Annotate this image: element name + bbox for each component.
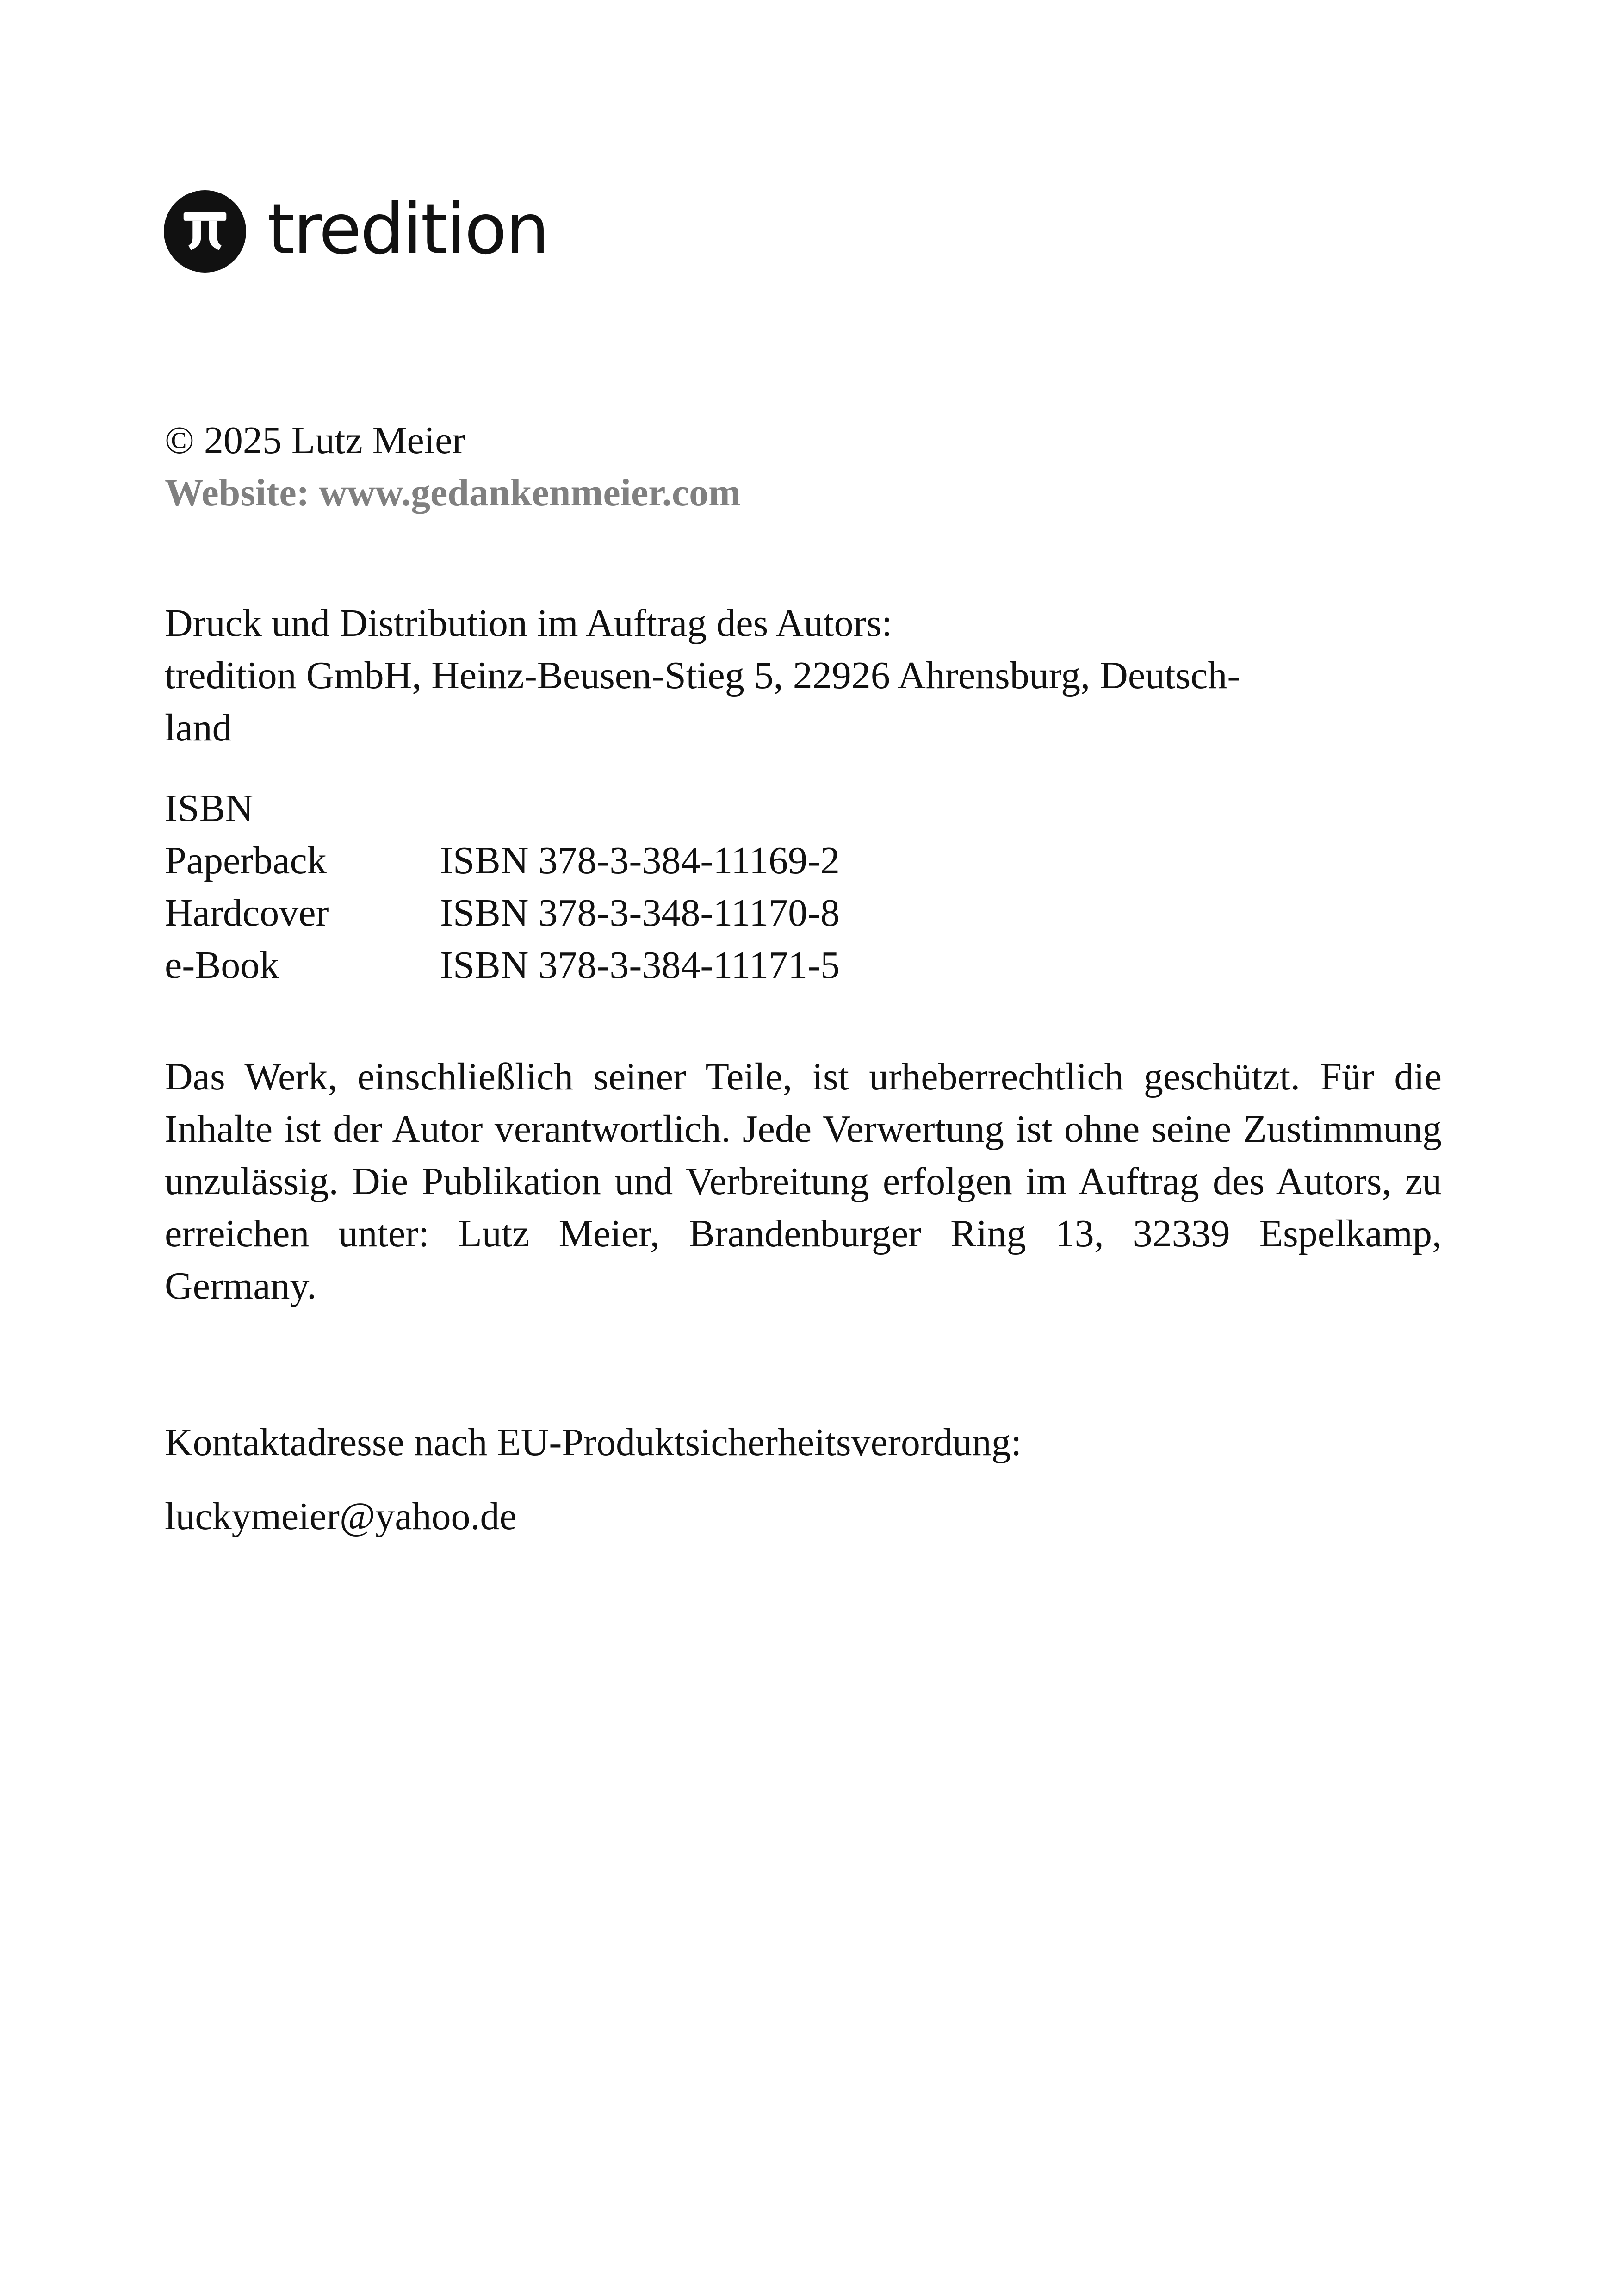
isbn-number: ISBN 378-3-384-11169-2: [440, 839, 840, 882]
isbn-number: ISBN 378-3-348-11170-8: [440, 891, 840, 934]
publisher-logo-text: tredition: [267, 189, 548, 270]
copyright-line: © 2025 Lutz Meier: [165, 419, 465, 462]
isbn-format-label: Paperback: [165, 839, 327, 882]
print-distribution-line-3: land: [165, 706, 232, 749]
isbn-number: ISBN 378-3-384-11171-5: [440, 944, 840, 987]
print-distribution-line-2: tredition GmbH, Heinz-Beusen-Stieg 5, 22926 Ahrensburg, Deutsch-: [165, 654, 1240, 697]
contact-email: luckymeier@yahoo.de: [165, 1495, 517, 1538]
isbn-heading: ISBN: [165, 787, 254, 830]
website-line: Website: www.gedankenmeier.com: [165, 471, 741, 514]
isbn-format-label: Hardcover: [165, 891, 329, 934]
print-distribution-line-1: Druck und Distribution im Auftrag des Autors:: [165, 602, 893, 645]
isbn-format-label: e-Book: [165, 944, 279, 987]
publisher-logo: [164, 187, 548, 275]
contact-label: Kontaktadresse nach EU-Produktsicherheitsverordung:: [165, 1421, 1022, 1464]
tredition-logo-icon: [164, 190, 246, 273]
legal-notice-paragraph: Das Werk, einschließlich seiner Teile, ist urheberrechtlich geschützt. Für die Inhalte ist der Autor verantwortlich. Jede Verwertung ist ohne seine Zustimmung unzulässig. Die Publikation und Verbreitung erfolgen im Auftrag des Autors, zu erreichen unter: Lutz Meier, Brandenburger Ring 13, 32339 Espelkamp, Germany.: [165, 1055, 1442, 1307]
